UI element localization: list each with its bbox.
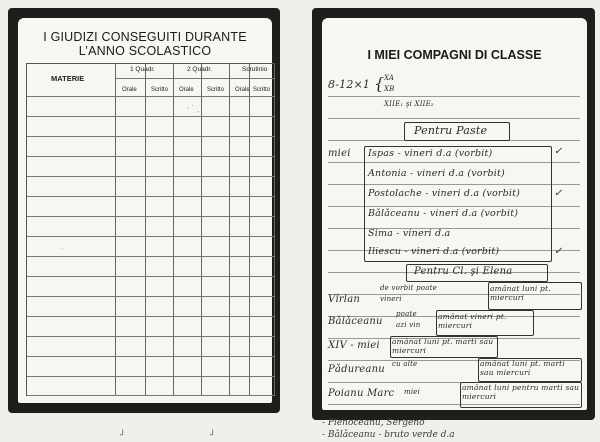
sub-scritto-2: Scritto [207,87,225,93]
hw-note-bal-a: poate [396,310,417,318]
grid-hline [27,395,275,396]
hw-line-padureanu: Pǎdureanu [328,364,385,375]
hw-bracket-group [364,146,552,262]
left-page-title [18,30,272,58]
hw-check: ✓ [554,146,563,157]
hw-note-bal-b: azi vin [396,321,421,329]
hw-note-poi-a: miei [404,388,421,396]
hw-note-pad-b: amânat luni pt. marti sau miercuri [480,359,565,377]
right-page-paper [322,18,587,410]
grid-hline [27,316,275,317]
hw-date: 8-12×1 [328,78,371,91]
pencil-mark: ‧ ˙ ˏ [187,104,200,113]
hw-note-bal-c: amânat vineri pt. miercuri [438,312,507,330]
hw-line-antonia: Antonia - vineri d.a (vorbit) [368,168,505,179]
hw-line-ispas: Ispas - vineri d.a (vorbit) [368,148,493,159]
below-line-1: - Plenoceanu, Sergeno [322,418,425,428]
grid-vline [229,64,230,396]
right-page [312,8,595,420]
hw-line-virlan: Vîrlan [328,294,361,305]
grid-hline [27,196,275,197]
grid-hline [27,376,275,377]
grid-hline [27,156,275,157]
hw-pentru-paste: Pentru Paste [414,124,488,137]
hw-brace-bottom: XIIE₁ şi XIIE₂ [384,100,434,108]
sub-scritto-1: Scritto [151,87,169,93]
hw-brace: { [374,74,385,93]
grid-hline [27,136,275,137]
right-page-title: I MIEI COMPAGNI DI CLASSE [367,48,542,62]
left-page-paper [18,18,272,403]
header-q1: 1 Quadr. [130,66,155,73]
grid-hline [27,96,275,97]
sub-orale-3: Orale [235,87,250,93]
grid-vline [274,64,275,396]
hw-note-virlan-a: de vorbit poate [380,284,437,292]
grid-hline [27,296,275,297]
grid-hline [27,256,275,257]
hw-line-barbareni: Bǎlǎceanu - vineri d.a (vorbit) [368,208,519,219]
below-line-2: - Bǎlǎceanu - bruto verde d.a [322,430,455,440]
hw-pentru-elena: Pentru Cl. şi Elena [414,266,513,277]
scan-stub: ╯ [210,430,216,440]
hw-brace-mid: XB [384,85,395,93]
hw-line-balaceanu: Bǎlǎceanu [328,316,383,327]
title-line-2: L’ANNO SCOLASTICO [78,44,212,58]
hw-note-poi-b: amânat luni pentru marti sau miercuri [462,383,580,401]
pencil-mark: ˙ [61,247,64,256]
header-scrutinio: Scrutinio [242,66,268,73]
hw-note-xiv: amânat luni pt. marti sau miercuri [392,337,494,355]
grid-vline [249,64,250,396]
sub-orale-2: Orale [179,87,194,93]
hw-line-xiv: XIV - miei [328,340,380,351]
header-q2: 2 Quadr. [187,66,212,73]
title-line-1: I GIUDIZI CONSEGUITI DURANTE [43,30,247,44]
grid-vline [173,64,174,396]
grid-hline [27,236,275,237]
left-page [8,8,280,413]
hw-brace-top: XA [384,74,395,82]
hw-line-sima: Sima - vineri d.a [368,228,451,239]
header-materie: MATERIE [51,74,85,83]
sub-orale-1: Orale [122,87,137,93]
hw-miei: miei [328,148,351,159]
grid-hline [27,216,275,217]
grid-hline [27,276,275,277]
hw-line-postolache: Postolache - vineri d.a (vorbit) [368,188,521,199]
hw-line-poianu: Poianu Marc [328,388,395,399]
grid-hline [27,336,275,337]
hw-note-pad-a: cu alte [392,360,418,368]
ruled-line [328,118,580,119]
grid-vline [201,64,202,396]
scan-stub: ╯ [120,430,126,440]
grid-vline [115,64,116,396]
hw-check: ✓ [554,188,563,199]
grid-vline [145,64,146,396]
grid-hline [27,176,275,177]
sub-scritto-3: Scritto [253,87,271,93]
ruled-line [328,96,580,97]
hw-note-virlan-c: amânat luni pt. miercuri [490,284,551,302]
grades-table [26,63,275,396]
hw-line-iliescu: Iliescu - vineri d.a (vorbit) [368,246,500,257]
grid-hline [27,356,275,357]
grid-hline [27,116,275,117]
hw-note-virlan-b: vineri [380,295,402,303]
grid-hline [115,78,275,79]
hw-check: ✓ [554,246,563,257]
